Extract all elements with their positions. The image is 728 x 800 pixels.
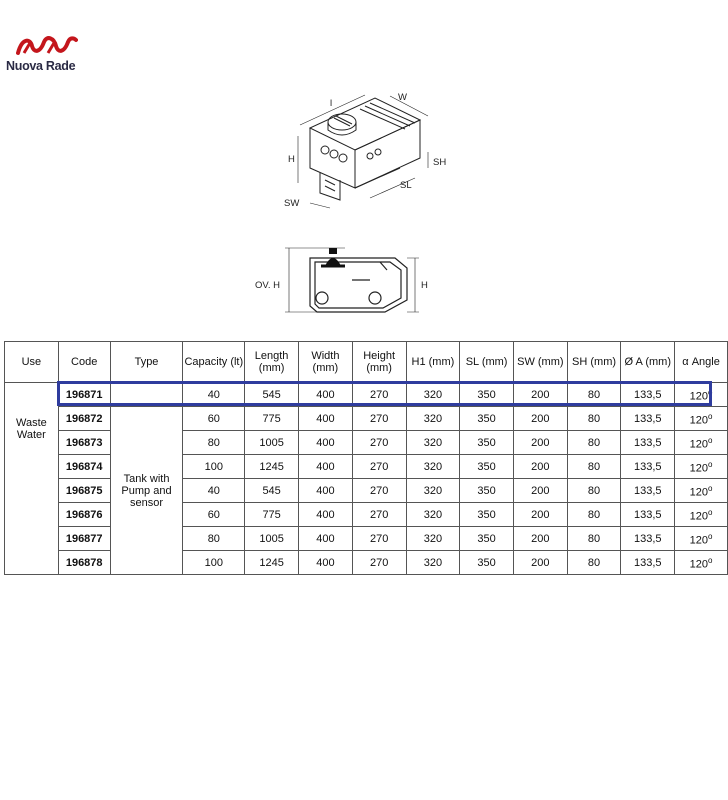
height-cell: 270: [352, 551, 406, 575]
table-row: [5, 407, 728, 431]
sh-cell: 80: [567, 527, 621, 551]
h1-cell: 320: [406, 407, 460, 431]
a-cell: 133,5: [621, 431, 675, 455]
h1-cell: 320: [406, 431, 460, 455]
angle-degree-mark: o: [708, 483, 713, 493]
angle-degree-mark: o: [708, 387, 713, 397]
length-cell: 1005: [245, 431, 299, 455]
sw-cell: 200: [513, 407, 567, 431]
sh-cell: 80: [567, 431, 621, 455]
dim-label-side-h: H: [421, 280, 428, 291]
angle-degree-mark: o: [708, 531, 713, 541]
code-cell: 196875: [58, 479, 110, 503]
angle-degree-mark: o: [708, 411, 713, 421]
width-cell: 400: [299, 503, 353, 527]
angle-value: 120: [689, 510, 709, 523]
sl-cell: 350: [460, 551, 514, 575]
sl-cell: 350: [460, 431, 514, 455]
angle-value: 120: [689, 462, 709, 475]
header-cell: Type: [110, 342, 183, 383]
header-cell: Ø A (mm): [621, 342, 675, 383]
a-cell: 133,5: [621, 503, 675, 527]
height-cell: 270: [352, 527, 406, 551]
width-cell: 400: [299, 383, 353, 407]
header-cell: SH (mm): [567, 342, 621, 383]
angle-value: 120: [689, 390, 709, 403]
header-cell: SW (mm): [513, 342, 567, 383]
length-cell: 545: [245, 479, 299, 503]
header-cell: H1 (mm): [406, 342, 460, 383]
sh-cell: 80: [567, 503, 621, 527]
length-cell: 545: [245, 383, 299, 407]
height-cell: 270: [352, 407, 406, 431]
dim-label-w: W: [398, 92, 407, 103]
sl-cell: 350: [460, 455, 514, 479]
type-cell: Tank with Pump and sensor: [110, 407, 183, 575]
spec-table: [4, 341, 728, 575]
header-cell: Width (mm): [299, 342, 353, 383]
sw-cell: 200: [513, 455, 567, 479]
angle-degree-mark: o: [708, 555, 713, 565]
code-cell: 196876: [58, 503, 110, 527]
h1-cell: 320: [406, 551, 460, 575]
a-cell: 133,5: [621, 455, 675, 479]
capacity-cell: 100: [183, 551, 245, 575]
angle-cell: [675, 383, 728, 407]
sh-cell: 80: [567, 455, 621, 479]
h1-cell: 320: [406, 503, 460, 527]
sh-cell: 80: [567, 407, 621, 431]
dim-label-ovh: OV. H: [255, 280, 280, 291]
sw-cell: 200: [513, 527, 567, 551]
a-cell: 133,5: [621, 527, 675, 551]
capacity-cell: 40: [183, 479, 245, 503]
sh-cell: 80: [567, 551, 621, 575]
capacity-cell: 60: [183, 407, 245, 431]
a-cell: 133,5: [621, 383, 675, 407]
length-cell: 1005: [245, 527, 299, 551]
a-cell: 133,5: [621, 551, 675, 575]
dim-label-sl: SL: [400, 180, 412, 191]
angle-value: 120: [689, 438, 709, 451]
header-cell: α Angle: [675, 342, 728, 383]
width-cell: 400: [299, 527, 353, 551]
code-cell: 196873: [58, 431, 110, 455]
use-cell: Waste Water: [5, 383, 59, 575]
a-cell: 133,5: [621, 407, 675, 431]
code-cell: 196874: [58, 455, 110, 479]
angle-cell: [675, 479, 728, 503]
a-cell: 133,5: [621, 479, 675, 503]
sw-cell: 200: [513, 431, 567, 455]
nuova-rade-logo-icon: [16, 36, 78, 56]
capacity-cell: 60: [183, 503, 245, 527]
sl-cell: 350: [460, 407, 514, 431]
h1-cell: 320: [406, 479, 460, 503]
height-cell: 270: [352, 455, 406, 479]
length-cell: 1245: [245, 551, 299, 575]
angle-cell: [675, 431, 728, 455]
angle-value: 120: [689, 486, 709, 499]
code-cell: 196872: [58, 407, 110, 431]
height-cell: 270: [352, 479, 406, 503]
dim-label-h: H: [288, 154, 295, 165]
brand-logo: [6, 36, 96, 76]
capacity-cell: 100: [183, 455, 245, 479]
width-cell: 400: [299, 455, 353, 479]
header-cell: Code: [58, 342, 110, 383]
angle-value: 120: [689, 534, 709, 547]
angle-degree-mark: o: [708, 507, 713, 517]
sw-cell: 200: [513, 503, 567, 527]
angle-degree-mark: o: [708, 459, 713, 469]
type-cell-empty: [110, 383, 183, 407]
angle-degree-mark: o: [708, 435, 713, 445]
height-cell: 270: [352, 503, 406, 527]
h1-cell: 320: [406, 527, 460, 551]
width-cell: 400: [299, 407, 353, 431]
sw-cell: 200: [513, 551, 567, 575]
h1-cell: 320: [406, 383, 460, 407]
sl-cell: 350: [460, 503, 514, 527]
length-cell: 775: [245, 407, 299, 431]
width-cell: 400: [299, 431, 353, 455]
dim-label-sw: SW: [284, 198, 300, 209]
sl-cell: 350: [460, 479, 514, 503]
sl-cell: 350: [460, 383, 514, 407]
code-cell: 196877: [58, 527, 110, 551]
tank-isometric-drawing: [270, 88, 450, 213]
header-cell: Length (mm): [245, 342, 299, 383]
width-cell: 400: [299, 479, 353, 503]
angle-cell: [675, 503, 728, 527]
header-cell: Height (mm): [352, 342, 406, 383]
sw-cell: 200: [513, 479, 567, 503]
table-body: [5, 383, 728, 575]
angle-cell: [675, 551, 728, 575]
code-cell: 196871: [58, 383, 110, 407]
sh-cell: 80: [567, 479, 621, 503]
length-cell: 775: [245, 503, 299, 527]
length-cell: 1245: [245, 455, 299, 479]
height-cell: 270: [352, 383, 406, 407]
header-cell: Capacity (lt): [183, 342, 245, 383]
h1-cell: 320: [406, 455, 460, 479]
capacity-cell: 80: [183, 527, 245, 551]
dim-label-sh: SH: [433, 157, 447, 168]
angle-cell: [675, 527, 728, 551]
dim-label-l: l: [330, 98, 333, 109]
capacity-cell: 80: [183, 431, 245, 455]
table-header-row: [5, 342, 728, 383]
capacity-cell: 40: [183, 383, 245, 407]
sl-cell: 350: [460, 527, 514, 551]
tank-side-drawing: [255, 240, 445, 320]
brand-name: Nuova Rade: [6, 59, 76, 73]
angle-value: 120: [689, 558, 709, 571]
angle-value: 120: [689, 414, 709, 427]
angle-cell: [675, 407, 728, 431]
angle-cell: [675, 455, 728, 479]
sh-cell: 80: [567, 383, 621, 407]
header-cell: SL (mm): [460, 342, 514, 383]
header-cell: Use: [5, 342, 59, 383]
sw-cell: 200: [513, 383, 567, 407]
table-row: [5, 383, 728, 407]
width-cell: 400: [299, 551, 353, 575]
code-cell: 196878: [58, 551, 110, 575]
height-cell: 270: [352, 431, 406, 455]
